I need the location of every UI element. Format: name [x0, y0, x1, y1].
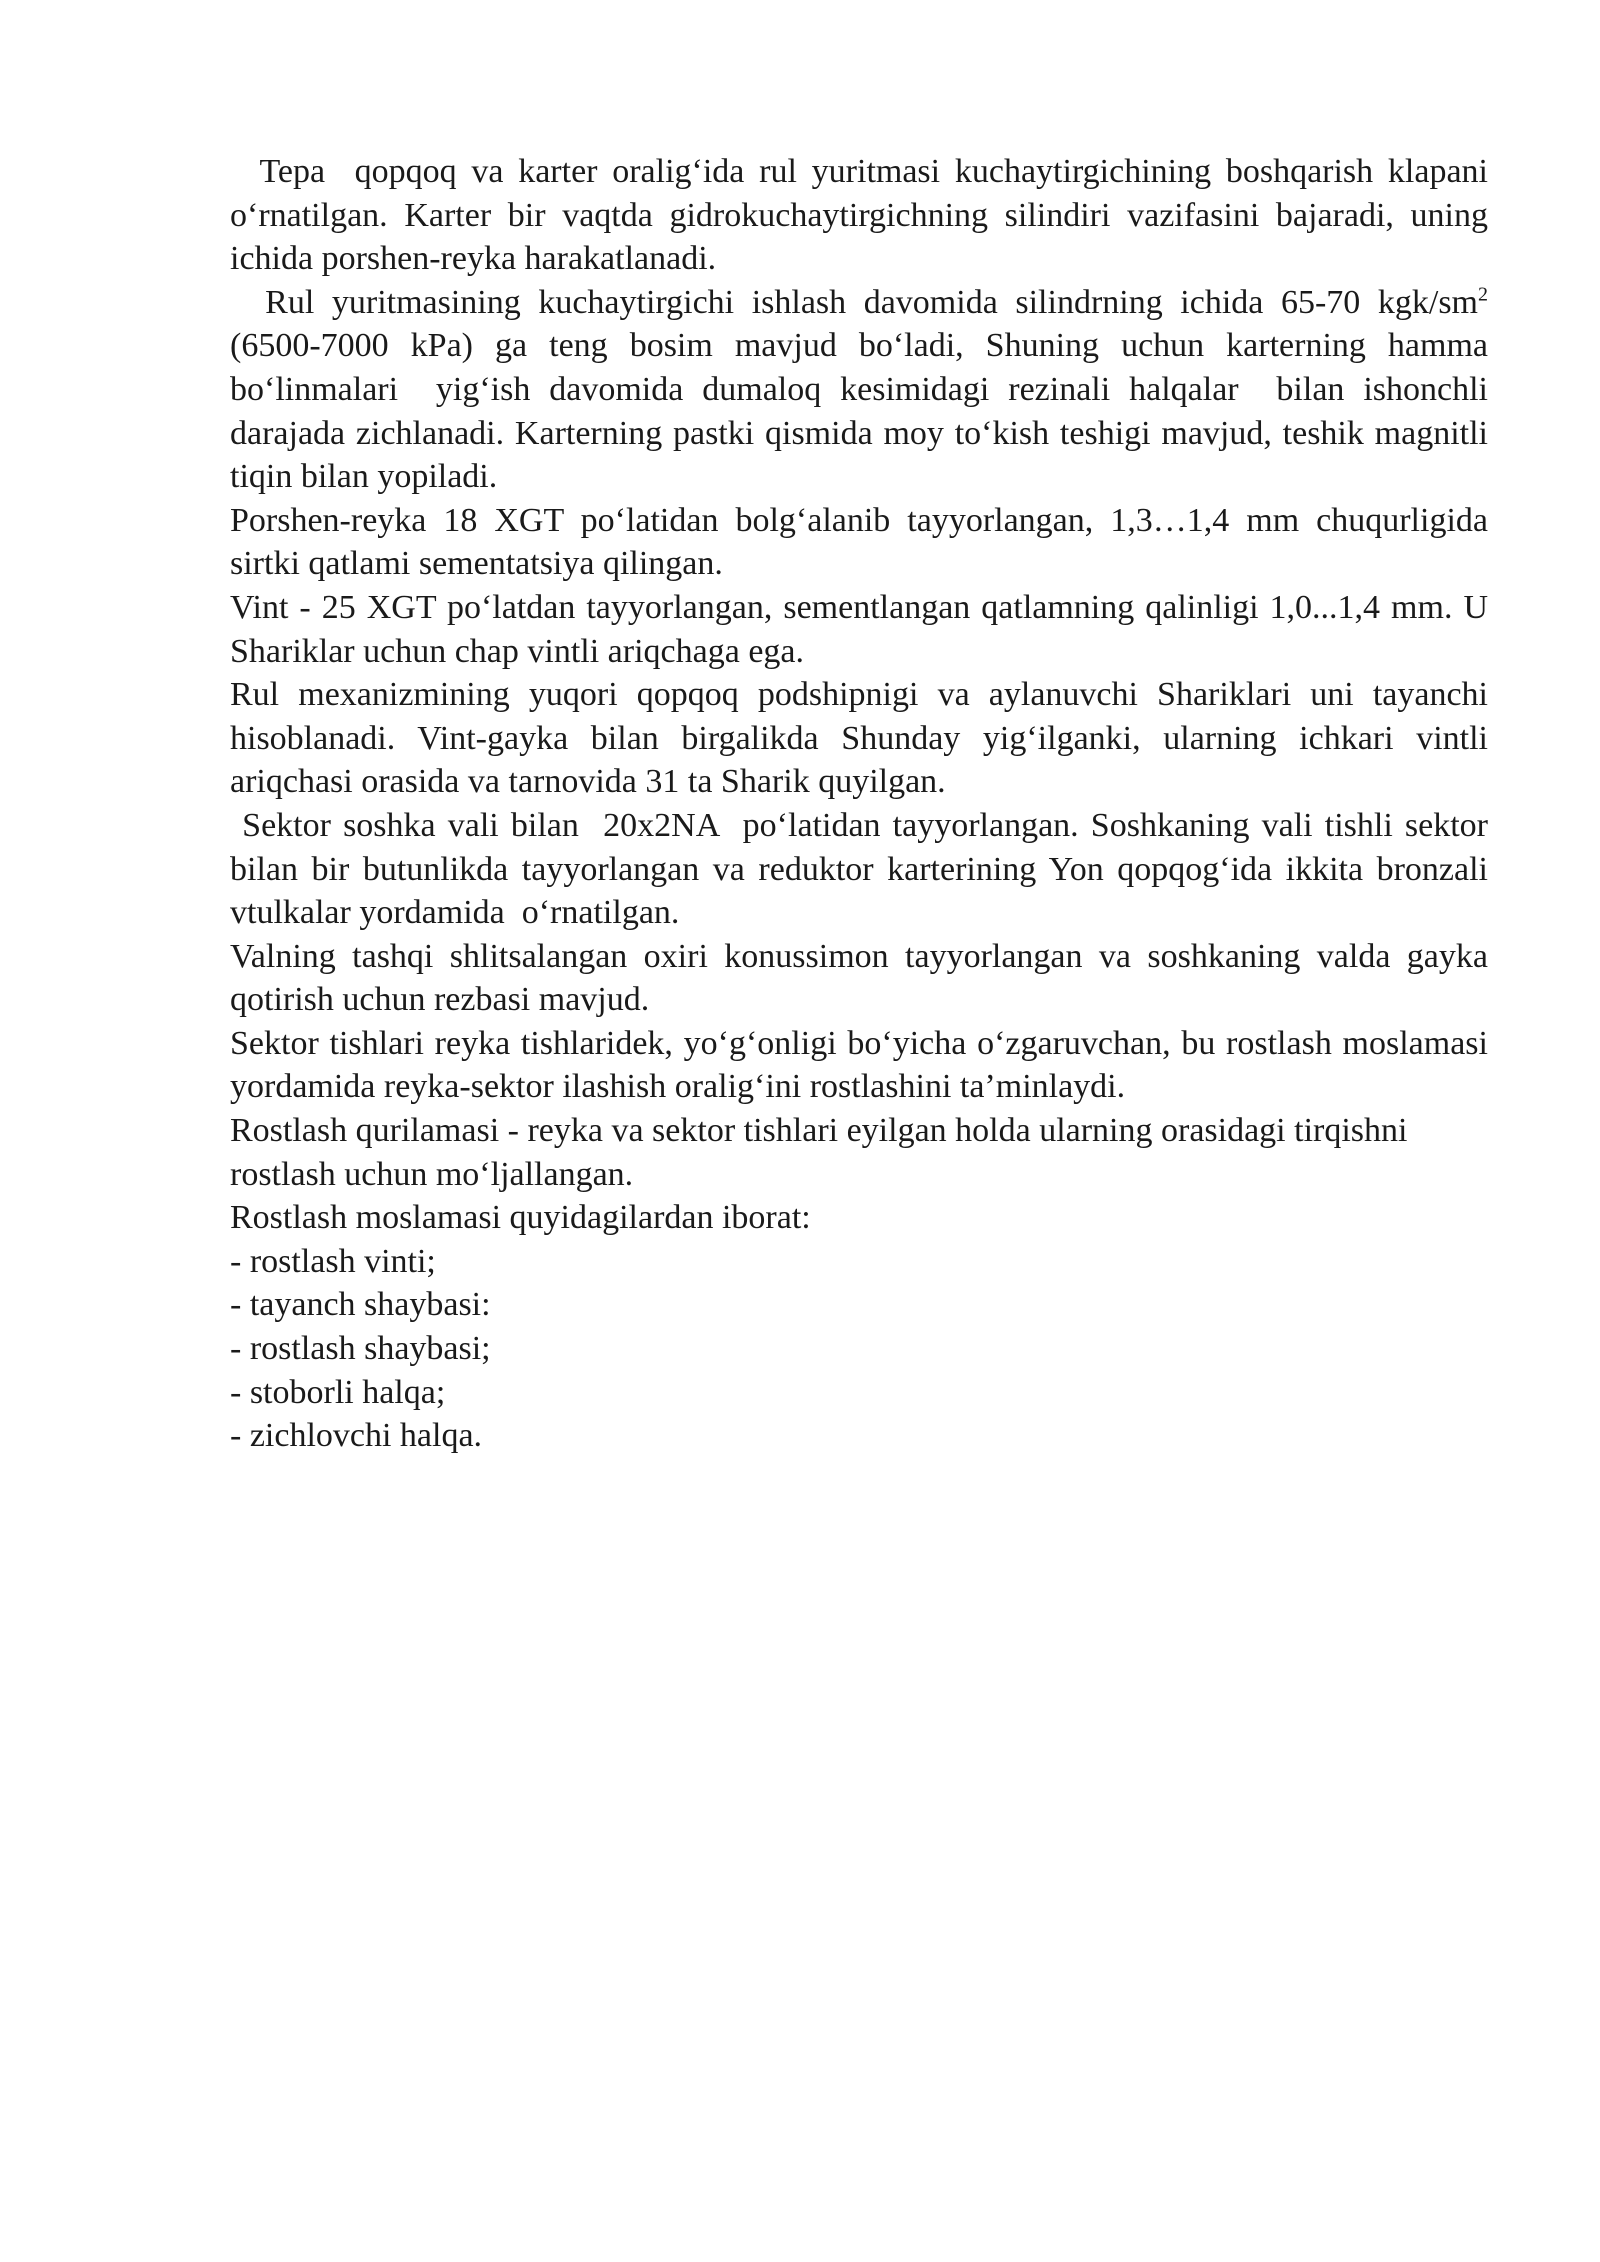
list-item: - stoborli halqa; [230, 1373, 446, 1411]
pressure-text-start: Rul yuritmasining kuchaytirgichi ishlash davomida silindrning ichida 65-70 kgk/sm [230, 283, 1478, 321]
list-item: - tayanch shaybasi: [230, 1286, 491, 1324]
list-item: - rostlash shaybasi; [230, 1330, 491, 1368]
list-item: - rostlash vinti; [230, 1242, 436, 1280]
paragraph-sector: Sektor soshka vali bilan 20x2NA po‘latidan tayyorlangan. Soshkaning vali tishli sektor bilan bir butunlikda tayyorlangan va reduktor karterining Yon qopqog‘ida ikkita bronzali vtulkalar yordamida o‘rnatilgan. [230, 806, 1497, 932]
paragraph-pressure [230, 281, 1505, 499]
list-item: - zichlovchi halqa. [230, 1417, 483, 1455]
paragraph-screw: Vint - 25 XGT po‘latdan tayyorlangan, sementlangan qatlamning qalinligi 1,0...1,4 mm. U Shariklar uchun chap vintli ariqchaga ega. [230, 588, 1488, 670]
document-page [230, 150, 1505, 1458]
pressure-text-end: (6500-7000 kPa) ga teng bosim mavjud bo‘ladi, Shuning uchun karterning hamma bo‘linmalari yig‘ish davomida dumaloq kesimidagi rezinali halqalar bilan ishonchli darajada zichlanadi. Karterning pastki qismida moy to‘kish teshigi mavjud, teshik magnitli tiqin bilan yopiladi. [230, 283, 1505, 496]
paragraph-piston-rack: Porshen-reyka 18 XGT po‘latidan bolg‘alanib tayyorlangan, 1,3…1,4 mm chuqurligida sirtki qatlami sementatsiya qilingan. [230, 501, 1488, 583]
superscript-two: 2 [1478, 283, 1488, 306]
paragraph-sector-teeth: Sektor tishlari reyka tishlaridek, yo‘g‘onligi bo‘yicha o‘zgaruvchan, bu rostlash moslamasi yordamida reyka-sektor ilashish oralig‘ini rostlashini ta’minlaydi. [230, 1024, 1488, 1106]
paragraph-control-valve: Tepa qopqoq va karter oralig‘ida rul yuritmasi kuchaytirgichining boshqarish klapani o‘rnatilgan. Karter bir vaqtda gidrokuchaytirgichning silindiri vazifasini bajaradi, uning ichida porshen-reyka harakatlanadi. [230, 153, 1497, 278]
paragraph-shaft: Valning tashqi shlitsalangan oxiri konussimon tayyorlangan va soshkaning valda gayka qotirish uchun rezbasi mavjud. [230, 937, 1488, 1019]
paragraph-list-intro: Rostlash moslamasi quyidagilardan iborat: [230, 1199, 811, 1237]
paragraph-steering-mechanism: Rul mexanizmining yuqori qopqoq podshipnigi va aylanuvchi Shariklari uni tayanchi hisoblanadi. Vint-gayka bilan birgalikda Shunday yig‘ilganki, ularning ichkari vintli ariqchasi orasida va tarnovida 31 ta Sharik quyilgan. [230, 676, 1488, 801]
paragraph-adjusting-device: Rostlash qurilamasi - reyka va sektor tishlari eyilgan holda ularning orasidagi tirqishni rostlash uchun mo‘ljallangan. [230, 1112, 1408, 1193]
